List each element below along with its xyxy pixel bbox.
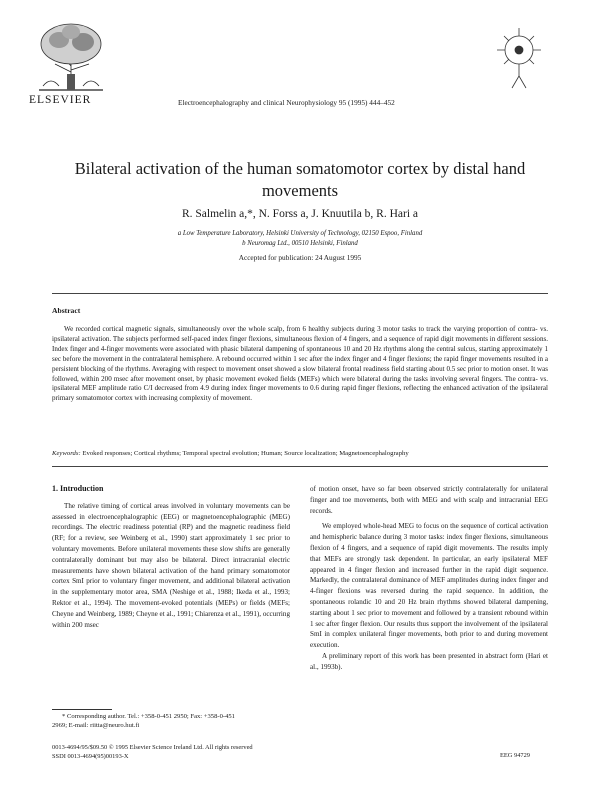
section-heading-introduction: 1. Introduction [52,484,104,493]
copyright-block [52,743,472,761]
intro-paragraph-3: A preliminary report of this work has been presented in abstract form (Hari et al., 1993b). [310,651,548,671]
journal-seal-icon [490,24,548,92]
divider-top [52,293,548,294]
elsevier-tree-logo-icon [31,20,111,92]
keywords-line [52,450,548,457]
journal-citation: Electroencephalography and clinical Neurophysiology 95 (1995) 444–452 [178,98,395,107]
footnote-line-2: 2969; E-mail: riitta@neuro.hut.fi [52,722,140,729]
document-code: EEG 94729 [500,752,530,759]
abstract-heading: Abstract [52,306,81,315]
divider-bottom [52,466,548,467]
accepted-date: Accepted for publication: 24 August 1995 [238,253,362,262]
keywords-label: Keywords: [52,450,81,457]
article-title: Bilateral activation of the human somatomotor cortex by distal hand movements [74,159,526,200]
copyright-line: 0013-4694/95/$09.50 © 1995 Elsevier Science Ireland Ltd. All rights reserved [52,744,253,751]
intro-paragraph-2: We employed whole-head MEG to focus on the sequence of cortical activation and hemispheric balance during 3 motor tasks: index finger flexions, simultaneous flexion of 4 fingers, and a sequence of rapid digit movements. The results imply that MEFs are strongly task dependent. In particular, an early ipsilateral MEF appeared in 4 finger flexion and increased further in the rapid digit sequence. Markedly, the contralateral dominance of MEF amplitudes during index finger and 4-finger flexions was reversed during the rapid sequence. In addition, the spontaneous rolandic 10 and 20 Hz brain rhythms showed bilateral dampening, starting about 1 sec prior to movement and followed by a transient rebound within 1 sec after finger flexion. Our results thus support the involvement of the ipsilateral SmI in complex unilateral finger movements, both prior to and during movement execution. [310,522,548,650]
publisher-name: ELSEVIER [29,94,92,106]
abstract-text: We recorded cortical magnetic signals, simultaneously over the whole scalp, from 6 healthy subjects during 3 motor tasks to track the varying proportion of contra- vs. ipsilateral activation. The subjects performed self-paced index finger flexions, simultaneous flexion of 4 fingers, and a sequence of rapid digit movements in different sessions. Index finger and 4-finger movements were associated with phasic bilateral dampening of spontaneous 10 and 20 Hz rhythms along the central sulcus, starting approximately 1 sec before the movement in the contralateral hemisphere. A rebound occurred within 1 sec after the index finger and 4 finger flexions; the rapid finger movements resulted in a persistent blocking of the rhythms. Averaging with respect to movement onset showed a slow bilateral frontal readiness field starting about 0.5 sec prior to motion onset. It was followed, within 200 msec after movement onset, by phasic movement evoked fields (MEFs) which were bilateral during the tasks involving several fingers. The contra- vs. ipsilateral MEF amplitude ratio C/I decreased from 4.9 during index finger movements to 0.6 during rapid finger flexions, reflecting the enhanced activation of the ipsilateral primary somatomotor cortex with increasing complexity of movement. [52,325,548,403]
author-list: R. Salmelin a,*, N. Forss a, J. Knuutila b, R. Hari a [181,208,419,220]
corresponding-author-footnote [52,712,290,730]
right-column [310,484,548,673]
left-column [52,484,290,630]
affiliations [40,229,560,249]
ssdi-line: SSDI 0013-4694(95)00193-X [52,753,129,760]
footnote-rule [52,709,112,710]
publisher-logo-block [27,20,127,106]
footnote-line-1: * Corresponding author. Tel.: +358-0-451 2950; Fax: +358-0-451 [62,713,235,720]
keywords-list: Evoked responses; Cortical rhythms; Temporal spectral evolution; Human; Source localization; Magnetoencephalography [82,450,409,457]
intro-paragraph-continued: of motion onset, have so far been observed strictly contralaterally for unilateral finger and toe movements, both with MEG and with scalp and intracranial EEG records. [310,485,548,515]
affiliation-b: b Neuromag Ltd., 00510 Helsinki, Finland [242,240,358,247]
affiliation-a: a Low Temperature Laboratory, Helsinki University of Technology, 02150 Espoo, Finland [177,230,423,237]
intro-paragraph-1: The relative timing of cortical areas involved in voluntary movements can be assessed in electroencephalographic (EEG) or magnetoencephalographic (MEG) recordings. The electric readiness potential (RP) and the magnetic readiness field (RF; for a review, see Weinberg et al., 1990) start approximately 1 sec prior to voluntary movements. Before unilateral movements these slow shifts are generally contralaterally dominant but may also be bilateral. Direct intracranial electric measurements have shown bilateral activation of the hand primary somatomotor cortex SmI prior to voluntary finger movement, and additional bilateral activation in the supplementary motor area, SMA (Neshige et al., 1988; Ikeda et al., 1993; Rektor et al., 1994). The movement-evoked potentials (MEPs) or fields (MEFs; Cheyne and Weinberg, 1989; Cheyne et al., 1991; Chiarenza et al., 1991), occurring within 200 msec [52,501,290,629]
